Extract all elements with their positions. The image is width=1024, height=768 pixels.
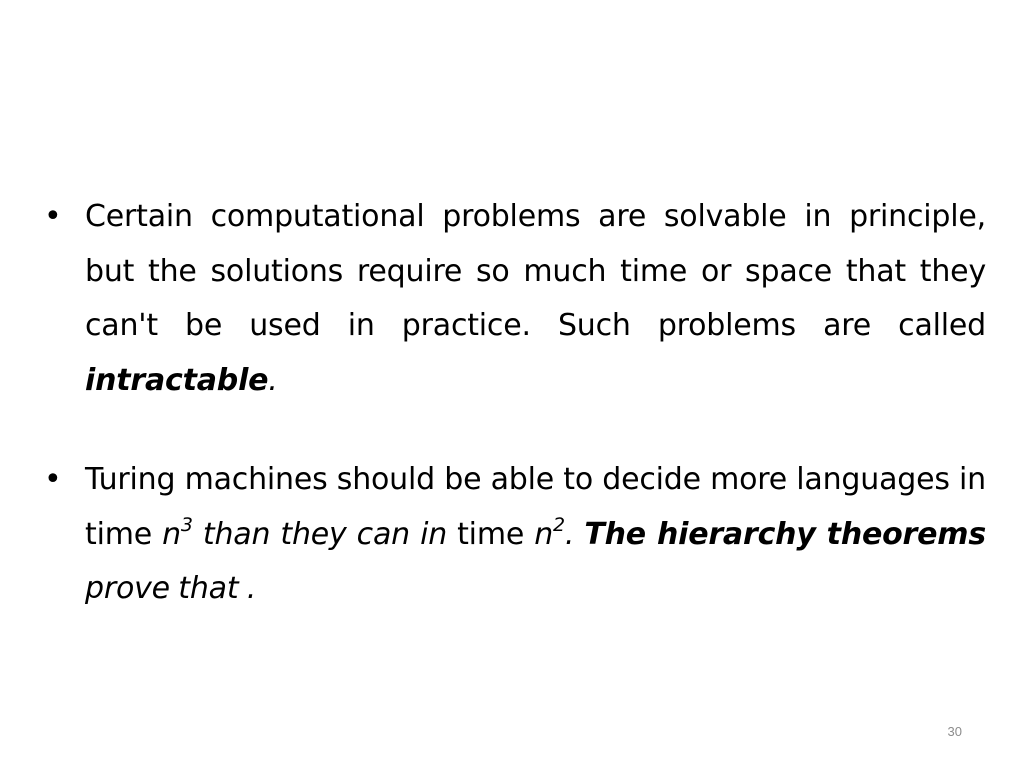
bullet-item-hierarchy: [44, 453, 986, 617]
bullet-text: Turing machines should be able to decide more languages in time: [85, 462, 986, 552]
bullet-item-intractable: [44, 190, 986, 408]
variable-n: n: [162, 516, 181, 552]
variable-n: n: [534, 516, 554, 552]
exponent-3: 3: [180, 513, 193, 536]
hierarchy-theorems-term: The hierarchy theorems: [584, 516, 986, 552]
bullet-text: Certain computational problems are solvable in principle, but the solutions require so much time or space that they can't be used in practice. Such problems are called: [85, 199, 986, 343]
time-text: time: [447, 516, 535, 552]
bullet-marker: •: [44, 462, 62, 497]
bullet-end: .: [268, 362, 278, 398]
prove-that-text: prove that .: [85, 571, 257, 606]
comparison-text: than they can in: [192, 516, 448, 552]
exponent-2: 2: [553, 513, 565, 536]
slide-number: 30: [947, 724, 962, 739]
intractable-term: intractable: [85, 362, 269, 398]
bullet-list: [44, 190, 986, 617]
bullet-marker: •: [44, 199, 62, 234]
sentence-dot: .: [564, 516, 575, 552]
